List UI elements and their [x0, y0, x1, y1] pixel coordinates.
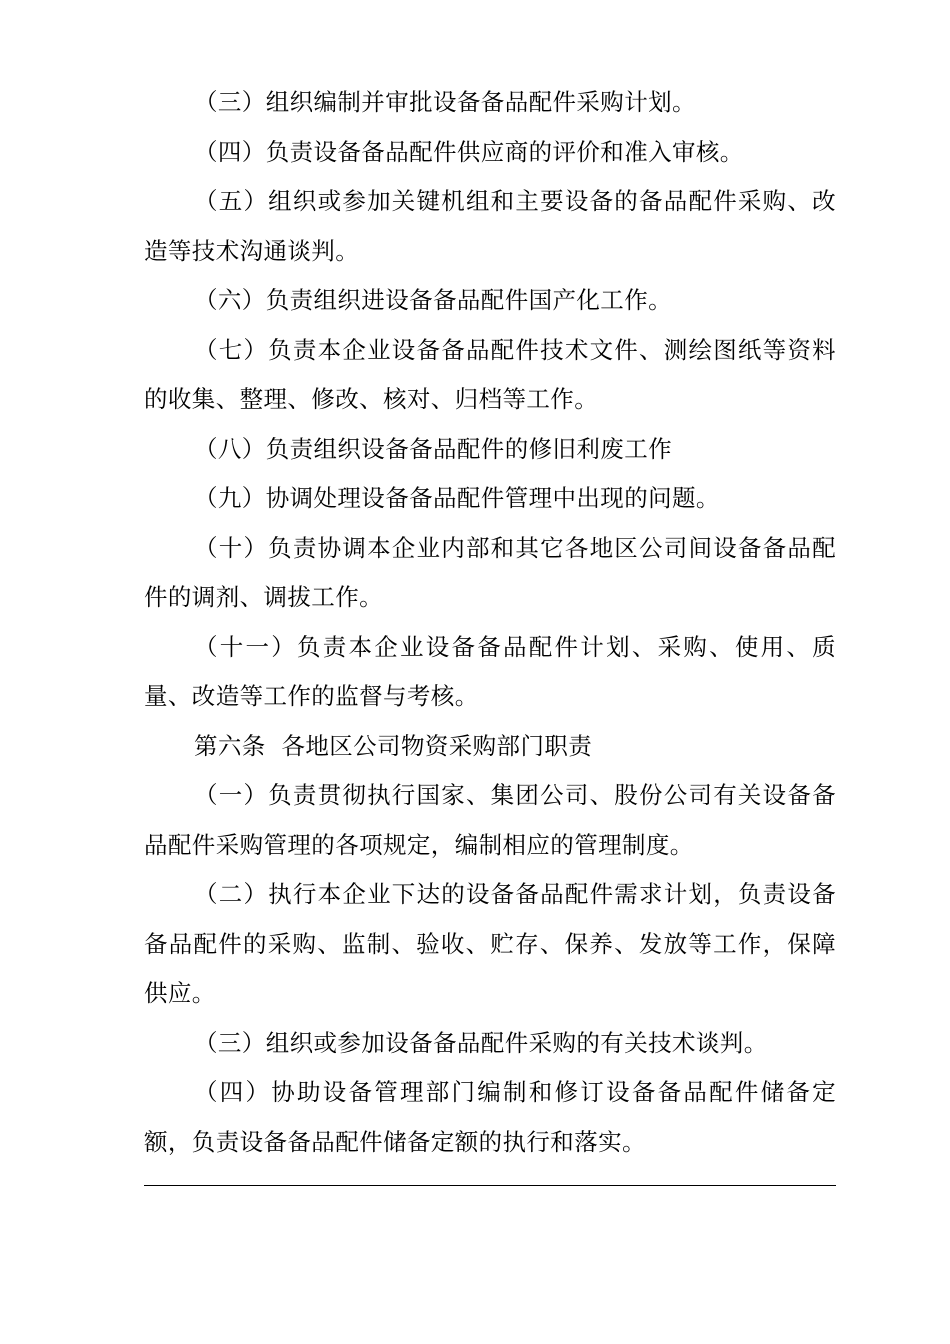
- article-6-heading: 第六条 各地区公司物资采购部门职责: [194, 731, 593, 760]
- clause-10-item: （十）负责协调本企业内部和其它各地区公司间设备备品配件的调剂、调拔工作。: [144, 533, 836, 611]
- clause-6-item: （六）负责组织进设备备品配件国产化工作。: [194, 286, 672, 314]
- clause-11-item: （十一）负责本企业设备备品配件计划、采购、使用、质量、改造等工作的监督与考核。: [144, 632, 836, 710]
- clause-3-item: （三）组织编制并审批设备备品配件采购计划。: [194, 88, 696, 116]
- article-6-item-2: （二）执行本企业下达的设备备品配件需求计划，负责设备备品配件的采购、监制、验收、贮存、保养、发放等工作，保障供应。: [144, 880, 836, 1007]
- clause-7-item: （七）负责本企业设备备品配件技术文件、测绘图纸等资料的收集、整理、修改、核对、归档等工作。: [144, 335, 836, 413]
- article-6-item-1: （一）负责贯彻执行国家、集团公司、股份公司有关设备备品配件采购管理的各项规定，编制相应的管理制度。: [144, 781, 836, 859]
- clause-5-item: （五）组织或参加关键机组和主要设备的备品配件采购、改造等技术沟通谈判。: [144, 187, 836, 265]
- clause-8-item: （八）负责组织设备备品配件的修旧利废工作: [194, 434, 672, 463]
- article-6-item-3: （三）组织或参加设备备品配件采购的有关技术谈判。: [194, 1028, 768, 1057]
- footer-divider: [144, 1185, 836, 1186]
- body-text: [144, 78, 836, 1167]
- clause-9-item: （九）协调处理设备备品配件管理中出现的问题。: [194, 484, 720, 512]
- clause-4-item: （四）负责设备备品配件供应商的评价和准入审核。: [194, 137, 744, 166]
- article-6-item-4: （四）协助设备管理部门编制和修订设备备品配件储备定额，负责设备备品配件储备定额的执行和落实。: [144, 1078, 836, 1156]
